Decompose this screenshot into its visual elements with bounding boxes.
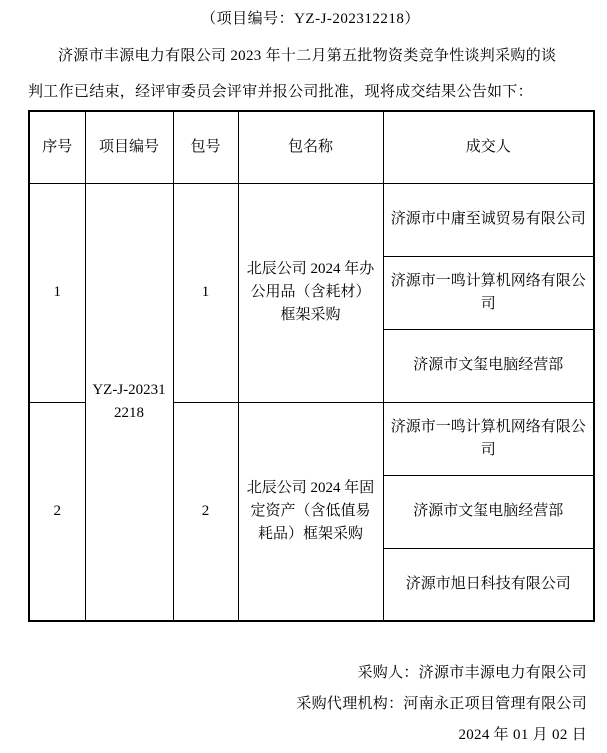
winner-cell: 济源市文玺电脑经营部 xyxy=(383,329,594,402)
project-number-title: （项目编号：YZ-J-202312218） xyxy=(201,11,420,27)
winner-cell: 济源市旭日科技有限公司 xyxy=(383,548,594,621)
column-header-package-no: 包号 xyxy=(173,111,238,183)
agency-line: 采购代理机构：河南永正项目管理有限公司 xyxy=(296,696,587,712)
project-no-cell: YZ-J-202312218 xyxy=(85,183,173,621)
column-header-seq: 序号 xyxy=(29,111,85,183)
column-header-winner: 成交人 xyxy=(383,111,594,183)
intro-paragraph: 济源市丰源电力有限公司 2023 年十二月第五批物资类竞争性谈判采购的谈判工作已结束，经评审委员会评审并报公司批准，现将成交结果公告如下： xyxy=(28,48,557,100)
column-header-package-name: 包名称 xyxy=(238,111,383,183)
seq-cell-1: 1 xyxy=(29,183,85,402)
purchaser-line: 采购人：济源市丰源电力有限公司 xyxy=(357,665,587,681)
winner-cell: 济源市一鸣计算机网络有限公司 xyxy=(383,256,594,329)
table-row xyxy=(29,183,594,256)
winner-cell: 济源市文玺电脑经营部 xyxy=(383,475,594,548)
winner-cell: 济源市一鸣计算机网络有限公司 xyxy=(383,402,594,475)
winner-cell: 济源市中庸至诚贸易有限公司 xyxy=(383,183,594,256)
seq-cell-2: 2 xyxy=(29,402,85,621)
date-line: 2024 年 01 月 02 日 xyxy=(458,727,587,743)
package-name-cell-1: 北辰公司 2024 年办公用品（含耗材）框架采购 xyxy=(238,183,383,402)
package-no-cell-1: 1 xyxy=(173,183,238,402)
package-name-cell-2: 北辰公司 2024 年固定资产（含低值易耗品）框架采购 xyxy=(238,402,383,621)
column-header-project-no: 项目编号 xyxy=(85,111,173,183)
signature-block xyxy=(28,658,587,751)
package-no-cell-2: 2 xyxy=(173,402,238,621)
award-result-table xyxy=(28,110,595,622)
table-header-row xyxy=(29,111,594,183)
